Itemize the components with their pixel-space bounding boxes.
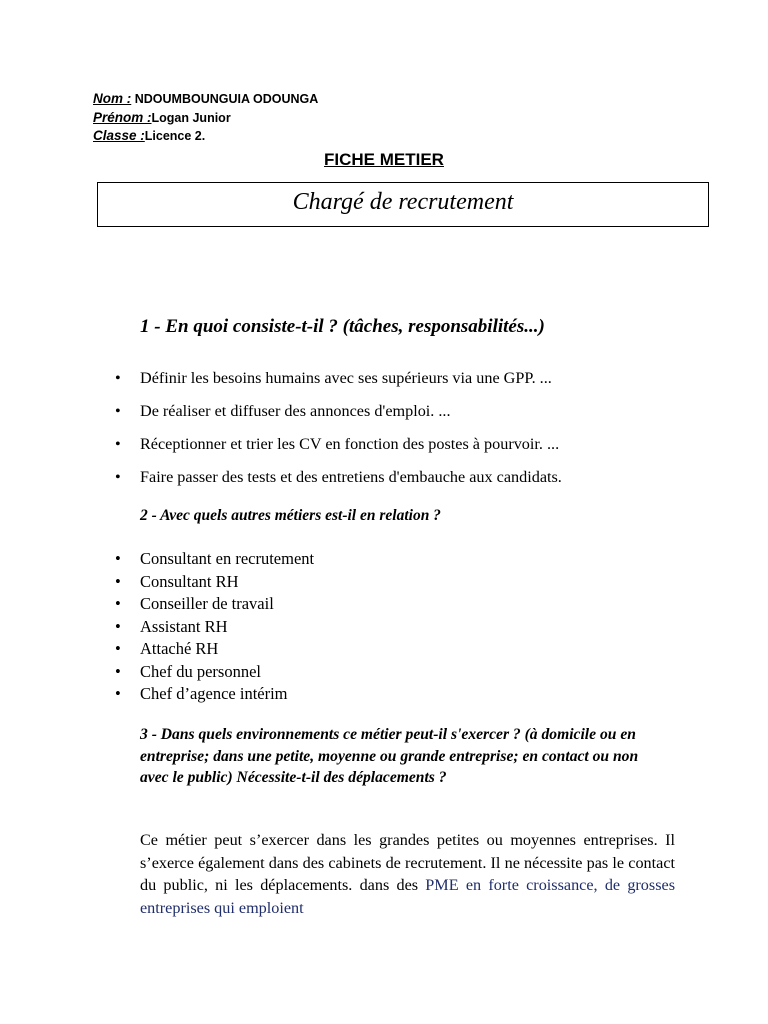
page-title: FICHE METIER xyxy=(324,150,444,169)
section1-title: 1 - En quoi consiste-t-il ? (tâches, responsabilités...) xyxy=(140,316,545,337)
bullet-icon: • xyxy=(115,435,121,453)
list-item: • Réceptionner et trier les CV en fonction des postes à pourvoir. ... xyxy=(115,435,560,453)
section1-list xyxy=(0,368,562,500)
section2-list xyxy=(0,548,314,706)
nom-label: Nom : xyxy=(93,91,132,106)
list-item: • Chef du personnel xyxy=(115,661,261,681)
section3-body xyxy=(140,829,675,919)
bullet-icon: • xyxy=(115,369,121,387)
bullet-icon: • xyxy=(115,639,121,658)
nom-value: NDOUMBOUNGUIA ODOUNGA xyxy=(131,92,319,106)
list-item: • Faire passer des tests et des entretiens d'embauche aux candidats. xyxy=(115,468,562,486)
classe-value: Licence 2. xyxy=(144,129,206,143)
prenom-row xyxy=(93,109,318,128)
prenom-label: Prénom : xyxy=(93,109,152,125)
section3-body-text-continued: PME en forte croissance, de grosses entreprises qui emploient xyxy=(140,876,675,917)
classe-row xyxy=(93,127,318,146)
section3-title: 3 - Dans quels environnements ce métier peut-il s'exercer ? (à domicile ou en entreprise; dans une petite, moyenne ou grande entreprise; en contact ou non avec le public) Nécessite-t-il des déplacements ? xyxy=(140,726,639,786)
nom-row xyxy=(93,90,318,109)
job-title-box xyxy=(97,182,709,227)
classe-label: Classe : xyxy=(93,128,145,143)
list-item: • Conseiller de travail xyxy=(115,594,274,613)
bullet-icon: • xyxy=(115,549,121,568)
prenom-value: Logan Junior xyxy=(151,110,231,125)
student-info xyxy=(93,90,318,146)
list-item: • Assistant RH xyxy=(115,616,228,636)
job-title: Chargé de recrutement xyxy=(292,189,514,215)
list-item: • Consultant RH xyxy=(115,571,239,591)
bullet-icon: • xyxy=(115,661,121,681)
list-item: • De réaliser et diffuser des annonces d'emploi. ... xyxy=(115,402,451,420)
section3-body-text: Ce métier peut s’exercer dans les grandes petites ou moyennes entreprises. Il s’exerce également dans des cabinets de recrutement. Il ne nécessite pas le contact du public, ni les déplacements. dans des xyxy=(140,831,675,894)
list-item: • Attaché RH xyxy=(115,639,219,658)
bullet-icon: • xyxy=(115,571,121,591)
bullet-icon: • xyxy=(115,402,121,420)
section2-title: 2 - Avec quels autres métiers est-il en relation ? xyxy=(140,507,441,524)
bullet-icon: • xyxy=(115,684,121,703)
list-item: • Consultant en recrutement xyxy=(115,549,315,568)
bullet-icon: • xyxy=(115,616,121,636)
list-item: • Chef d’agence intérim xyxy=(115,684,288,703)
bullet-icon: • xyxy=(115,468,121,486)
bullet-icon: • xyxy=(115,594,121,613)
list-item: • Définir les besoins humains avec ses supérieurs via une GPP. ... xyxy=(115,369,552,387)
